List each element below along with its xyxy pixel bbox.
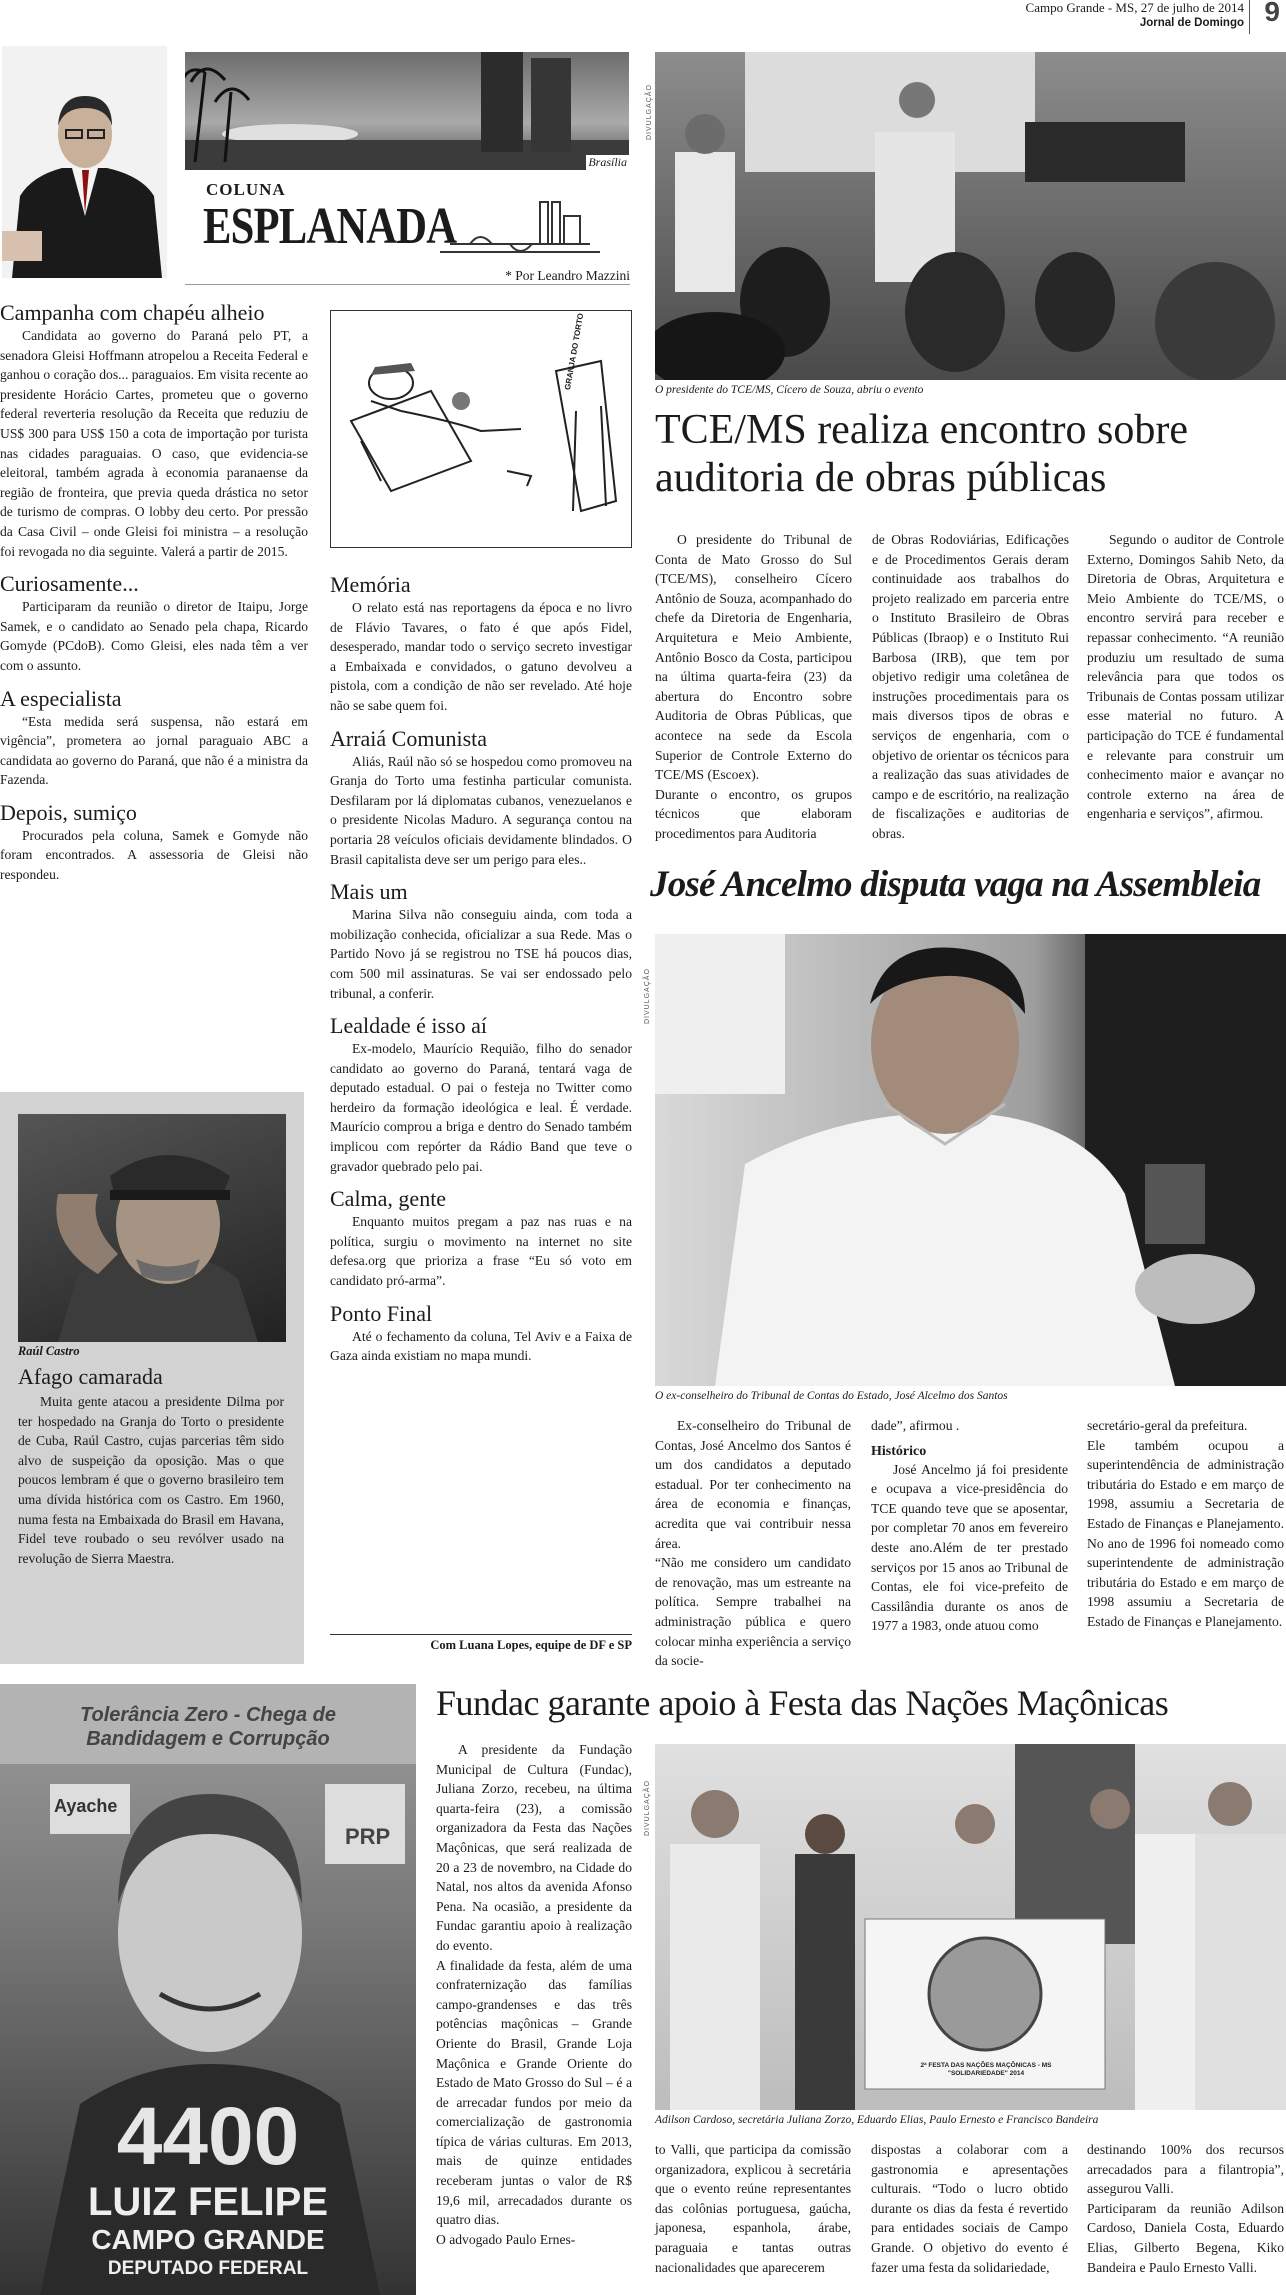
city-label: Brasília [588,155,627,169]
tce-photo-caption: O presidente do TCE/MS, Cícero de Souza, abriu o evento [655,384,924,396]
tce-column-2: de Obras Rodoviárias, Edificações e de Procedimentos Gerais deram continuidade aos trabalhos do projeto realizado em parceria entre o Instituto Brasileiro de Obras Públicas (Ibraop) e o Instituto Rui Barbosa (IRB), que tem por objetivo redigir uma coletânea de instruções procedimentais para os mais diversos tipos de obras e serviços de engenharia, com o objetivo de orientar os técnicos para a realização das suas atividades de campo e de escritório, na realização de fiscalizações e auditorias de obras. [872,532,1069,841]
fundac-banner-text: 2ª FESTA DAS NAÇÕES MAÇÔNICAS - MS "SOLIDARIEDADE" 2014 [920,2062,1052,2077]
note-title: A especialista [0,685,122,711]
note-body: Ex-modelo, Maurício Requião, filho do senador candidato ao governo do Paraná, tentará vaga de deputado estadual. O pai o festeja no Twitter como herdeiro da formação ideológica e leal. É verdade. Maurício comprou a briga e dentro do Senado também implicou com repórter da Rádio Band que teve o gravador quebrado pelo pai. [330,1041,632,1174]
photo-credit: DIVULGAÇÃO [644,968,651,1024]
ad-party-logo-right: PRP [345,1824,391,1849]
column-footer-credit: Com Luana Lopes, equipe de DF e SP [430,1638,632,1652]
fundac-column-3: dispostas a colaborar com a gastronomia e apresentações culturais. “Todo o lucro obtido durante os dias da festa é revertido para entidades sociais de Campo Grande. O objetivo do evento é fazer uma festa da solidariedade, [871,2142,1068,2275]
page-header [860,0,1286,36]
note-title: Curiosamente... [0,571,139,597]
tce-column-1: O presidente do Tribunal de Conta de Mato Grosso do Sul (TCE/MS), conselheiro Cícero Antônio de Souza, acompanhado do chefe da Diretoria de Engenharia, Arquitetura e Meio Ambiente, Antônio Bosco da Costa, participou na última quarta-feira (23) da abertura do Encontro sobre Auditoria de Obras Públicas, que acontece na sede da Escola Superior de Controle Externo do TCE/MS (Escoex). Durante o encontro, os grupos técnicos que elaboram procedimentos para Auditoria [655,532,852,841]
fundac-column-4: destinando 100% dos recursos arrecadados para a filantropia”, assegurou Valli. Participaram da reunião Adilson Cardoso, Daniela Costa, Eduardo Elias, Gilberto Begena, Kiko Bandeira e Paulo Ernesto Valli. [1087,2142,1284,2275]
fundac-column-1: A presidente da Fundação Municipal de Cultura (Fundac), Juliana Zorzo, recebeu, na última quarta-feira (23), a comissão organizadora da Festa das Nações Maçônicas, que será realizada de 20 a 23 de novembro, na Cidade do Natal, nos altos da avenida Afonso Pena. Na ocasião, a presidente da Fundac garantiu apoio à realização do evento. A finalidade da festa, além de uma confraternização das famílias campo-grandenses e das três potências maçônicas – Grande Oriente do Brasil, Grande Loja Maçônica e Grande Oriente do Estado de Mato Grosso do Sul – é a de arrecadar fundos por meio da comercialização de gastronomia típica de várias culturas. Em 2013, mais de quinze entidades receberam juntas o valor de R$ 19,6 mil, arrecadados durante os quatro dias. O advogado Paulo Ernes- [436,1742,632,2247]
note-title: Mais um [330,879,408,905]
column-byline: * Por Leandro Mazzini [505,268,630,283]
column-left-notes [0,300,308,885]
note-body: Enquanto muitos pregam a paz nas ruas e na política, surgiu o movimento na internet no site defesa.org que prioriza a frase “Eu só voto em candidato pró-arma”. [330,1214,632,1289]
ad-candidate-city: CAMPO GRANDE [91,2224,325,2255]
fundac-headline: Fundac garante apoio à Festa das Nações Maçônicas [436,1683,1169,1723]
photo-credit: DIVULGAÇÃO [646,84,653,140]
note-body: Marina Silva não conseguiu ainda, com toda a mobilização conhecida, oficializar a sua Rede. Mas o Partido Novo já se registrou no TSE há poucos dias, com 500 mil assinaturas. Se vai ser endossado pelo tribunal, a conferir. [330,907,632,1001]
ancelmo-photo [655,934,1286,1386]
cartoon-sign-text: GRANJA DO TORTO [563,312,586,391]
newspaper-name: Jornal de Domingo [1139,17,1244,29]
ad-candidate-number: 4400 [116,2091,300,2182]
ancelmo-subhead: Histórico [871,1443,927,1459]
note-title: Memória [330,572,411,597]
note-title: Ponto Final [330,1300,433,1326]
note-title: Calma, gente [330,1186,447,1212]
note-title: Campanha com chapéu alheio [0,300,265,325]
ancelmo-col2-continuation: dade”, afirmou . [871,1418,960,1433]
fundac-photo-caption: Adilson Cardoso, secretária Juliana Zorzo, Eduardo Elias, Paulo Ernesto e Francisco Bandeira [655,2114,1099,2126]
ad-slogan-line-1: Tolerância Zero - Chega de [80,1704,336,1726]
gray-sidebar-box [0,1092,304,1664]
column-brand-title: ESPLANADA [203,198,457,255]
column-brand-small: COLUNA [206,180,286,199]
congress-logo-icon [440,196,600,266]
note-title: Depois, sumiço [0,799,137,825]
column-right-notes [330,572,632,1366]
ancelmo-photo-caption: O ex-conselheiro do Tribunal de Contas do Estado, José Alcelmo dos Santos [655,1390,1008,1402]
note-body: O relato está nas reportagens da época e no livro de Flávio Tavares, o fato é que após Fidel, desesperado, mandar todo o serviço secreto investigar a Embaixada e convidados, o gatuno devolveu a pistola, com a condição de não ser revelado. Até hoje não se sabe quem foi. [330,600,632,713]
cartoon-frame [330,310,632,548]
note-body: “Esta medida será suspensa, não estará em vigência”, prometera ao jornal paraguaio ABC a candidata ao governo do Paraná, que não é a ministra da Fazenda. [0,713,308,788]
photo-credit: DIVULGAÇÃO [644,1780,651,1836]
brasilia-photo [185,52,629,170]
tce-headline: TCE/MS realiza encontro sobre auditoria de obras públicas [655,407,1188,501]
note-body: Procurados pela coluna, Samek e Gomyde não foram encontrados. A assessoria de Gleisi não respondeu. [0,827,308,883]
tce-event-photo [655,52,1286,380]
note-title: Arraiá Comunista [330,725,488,751]
ad-slogan-line-2: Bandidagem e Corrupção [86,1728,330,1750]
ad-candidate-office: DEPUTADO FEDERAL [107,2258,309,2279]
location-date: Campo Grande - MS, 27 de julho de 2014 [1025,0,1244,15]
note-body: Aliás, Raúl não só se hospedou como promoveu na Granja do Torto uma festinha particular comunista. Desfilaram por lá diplomatas cubanos, venezuelanos e o presidente Nicolas Maduro. A segurança contou na portaria 28 veículos oficiais devidamente blindados. O Brasil capitalista deve ser um perigo para eles.. [330,753,632,867]
raul-castro-photo [18,1114,286,1342]
note-body: Muita gente atacou a presidente Dilma por ter hospedado na Granja do Torto o presidente de Cuba, Raúl Castro, cujas parcerias têm sido alvo de suspeição da oposição. Mas o que poucos lembram é que o governo brasileiro tem uma dívida histórica com os Castro. Em 1960, numa festa na Embaixada do Brasil em Havana, Fidel teve roubado o seu revólver usado na revolução de Sierra Maestra. [18,1394,284,1566]
ad-candidate-name: LUIZ FELIPE [88,2180,328,2224]
fundac-group-photo [655,1744,1286,2110]
ancelmo-column-1: Ex-conselheiro do Tribunal de Contas, José Ancelmo dos Santos é um dos candidatos a deputado estadual. Por ter conhecimento na área de economia e finanças, acredita que vai contribuir nessa área. “Não me considero um candidato de renovação, mas um estreante na política. Sempre trabalhei na administração pública e quero colocar minha experiência a serviço da socie- [655,1418,851,1669]
note-body: Até o fechamento da coluna, Tel Aviv e a Faixa de Gaza ainda existiam no mapa mundi. [330,1328,632,1364]
cartoon-illustration [331,311,631,547]
campaign-ad [0,1684,416,2295]
fundac-column-2: to Valli, que participa da comissão organizadora, explicou à secretária que o evento reúne representantes das colônias portuguesa, gaúcha, japonesa, espanhola, árabe, paraguaia e tantas outras nacionalidades que aparecerem [655,2142,851,2275]
note-body: Participaram da reunião o diretor de Itaipu, Jorge Samek, e o candidato ao Senado pela chapa, Ricardo Gomyde (PCdoB). Como Gleisi, eles nada têm a ver com o assunto. [0,599,308,673]
ad-party-logo-left: Ayache [54,1796,118,1816]
note-title: Lealdade é isso aí [330,1013,487,1039]
ancelmo-column-2 [871,1416,1068,1636]
columnist-photo [2,46,167,278]
ancelmo-headline: José Ancelmo disputa vaga na Assembleia [650,864,1261,905]
raul-caption: Raúl Castro [18,1344,80,1358]
note-title: Afago camarada [18,1364,163,1389]
tce-column-3: Segundo o auditor de Controle Externo, Domingos Sahib Neto, da Diretoria de Obras, Arquitetura e Meio Ambiente do TCE/MS, o encontro servirá para receber e repassar conhecimento. “A reunião produziu um resultado de suma relevância para que todos os Tribunais de Contas possam utilizar esse material no futuro. A participação do TCE é fundamental e relevante para construir um conhecimento maior e avançar no controle externo na área de engenharia e serviços”, afirmou. [1087,532,1284,822]
ancelmo-col2-body: José Ancelmo já foi presidente e ocupava a vice-presidência do TCE quando teve que se aposentar, por completar 70 anos em fevereiro deste ano.Além de ter prestado serviços por 15 anos ao Tribunal de Contas, ele foi vice-prefeito de Cassilândia durante os anos de 1977 a 1983, onde atuou como [871,1461,1068,1634]
page-number: 9 [1264,0,1280,27]
note-body: Candidata ao governo do Paraná pelo PT, a senadora Gleisi Hoffmann atropelou a Receita Federal e ganhou o coração dos... paraguaios. Em visita recente ao presidente Horácio Cartes, prometeu que o governo federal reverteria resolução da Receita que reduziu de US$ 300 para US$ 150 a cota de importação por turista nas cidades paraguaias. O caso, que evidencia-se eleitoral, também agrada à economia paranaense da região de fronteira, que previa queda drástica no setor de turismo de compras. O lobby deu certo. Por pressão da Casa Civil – onde Gleisi foi ministra – a resolução foi revogada no dia seguinte. Valerá a partir de 2015. [0,328,309,559]
ancelmo-column-3: secretário-geral da prefeitura. Ele também ocupou a superintendência de administração tributária do Estado e em março de 1998, assumiu a Secretaria de Estado de Finanças e Planejamento. No ano de 1996 foi nomeado como superintendente de administração tributária do Estado e em março de 1998 assumiu a Secretaria de Estado de Finanças e Planejamento. [1087,1418,1284,1629]
